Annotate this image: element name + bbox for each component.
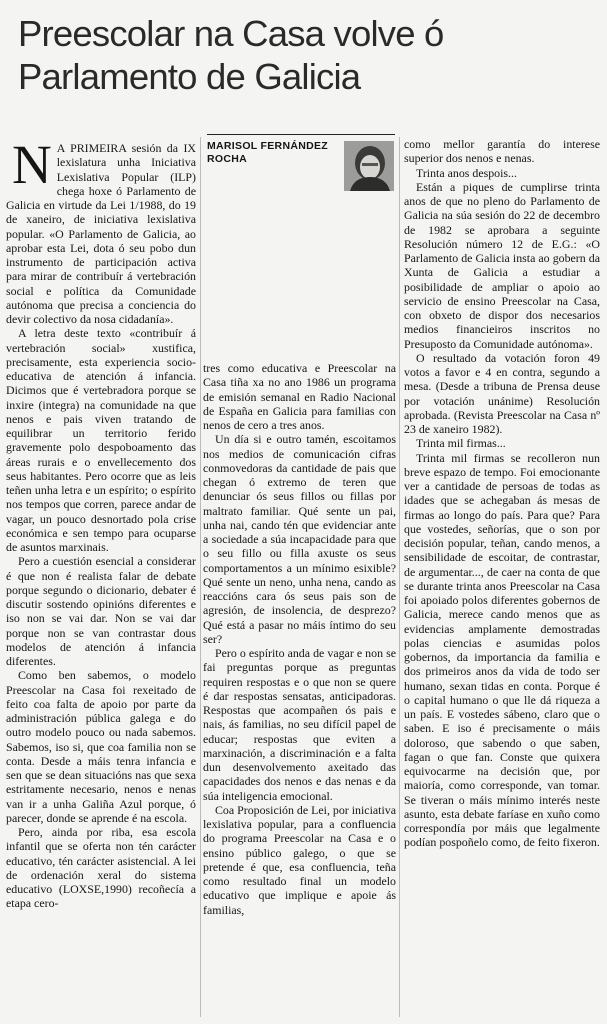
article-column-2	[203, 361, 396, 917]
paragraph: como mellor garantía do interese superior dos nenos e nenas.	[404, 137, 600, 166]
drop-cap: N	[12, 134, 52, 195]
paragraph: A PRIMEIRA sesión da IX lexislatura unha Iniciativa Lexislativa Popular (ILP) chega hoxe ó Parlamento de Galicia en virtude da Lei 1/1988, do 19 de xaneiro, de iniciativa lexislativa popular. «O Parlamento de Galicia, ao aprobar esta Lei, dota ó seu pobo dun instrumento de participación activa para mirar de contribuír á vertebración social e política da Comunidade autónoma que precisa a conciencia do devir colectivo da nosa cidadanía».	[6, 141, 196, 326]
subheading: Trinta anos despois...	[416, 165, 517, 180]
paragraph: Un día si e outro tamén, escoitamos nos medios de comunicación cifras conmovedoras da cantidade de pais que chegan ó extremo de teren que denunciar ós seus fillos ou fillas por maltrato familiar. Qué sente un pai, unha nai, cando tén que evidenciar ante a sociedade a súa incapacidade para que o seu fillo ou filla axuste os seus comportamentos a un mínimo esixible? Qué sente un neno, unha nena, cando as reaccións cara ós seus pais son de agresión, de insolencia, de desprezo? Qué está a pasar no máis íntimo do seu ser?	[203, 432, 396, 646]
paragraph: Pero o espírito anda de vagar e non se fai preguntas porque as preguntas requiren respostas e o que non se quere é dar respostas sensatas, anticipadoras. Respostas que acompañen ós pais e nais, ás familias, no seu difícil papel de educar; respostas que eviten a marxinación, a discriminación e a falta dun desenvolvemento axeitado das capacidades dos nenos e das nenas e da súa inteligencia emocional.	[203, 646, 396, 803]
column-divider	[200, 137, 201, 1017]
paragraph: A letra deste texto «contribuír á vertebración social» xustifica, precisamente, esta experiencia socio-educativa de atención á infancia. Dicimos que é vertebradora porque se inxire (integra) na comunidade na que nenos e pais viven tratando de equilibrar un territorio ferido gravemente polo despoboamento das áreas rurais e o envellecemento dos seus habitantes. Pero ocorre que as leis teñen unha letra e un espírito; o espírito nos tempos que corren, parece andar de vagar, un pouco desnortado pola crise económica e sen tempo para ocuparse de asuntos marxinais.	[6, 326, 196, 554]
paragraph: Coa Proposición de Lei, por iniciativa lexislativa popular, para a confluencia do programa Preescolar na Casa e o ensino público galego, o que se pretende é que, esa confluencia, teña como resultado final un modelo educativo que implique e apoie ás familias,	[203, 802, 396, 917]
article-column-3	[404, 137, 600, 850]
author-portrait-icon	[344, 141, 394, 191]
paragraph: tres como educativa e Preescolar na Casa tiña xa no ano 1986 un programa de emisión semanal en Radio Nacional de España en Galicia para familias con nenos de cero a tres anos.	[203, 361, 396, 432]
paragraph: Pero a cuestión esencial a considerar é que non é realista falar de debate porque segundo o dicionario, debater é discutir sostendo opinións diferentes e iso non se vai dar. Non se vai dar porque non se van contrastar dous modelos de atención á infancia diferentes.	[6, 554, 196, 668]
headline-line1: Preescolar na Casa volve ó	[18, 13, 444, 54]
headline-line2: Parlamento de Galicia	[18, 56, 361, 97]
paragraph: Están a piques de cumplirse trinta anos de que no pleno do Parlamento de Galicia na súa sesión do 22 de decembro de 1982 se aprobara a seguinte Resolución número 12 de E.G.: «O Parlamento de Galicia insta ao gobern da Xunta de Galicia a estudiar a posibilidade de ampliar o apoio ao servicio de ensino Preescolar na Casa, con obxeto de dispor dos necesarios medios financieiros inscritos no Presuposto da Comunidade autónoma».	[404, 179, 600, 351]
paragraph: O resultado da votación foron 49 votos a favor e 4 en contra, segundo a mesa. (Desde a tribuna de Prensa deuse por votación unánime) Resolución aprobada. (Revista Preescolar na Casa nº 23 de xaneiro 1982).	[404, 350, 600, 436]
article-column-1	[6, 134, 196, 911]
headline	[18, 12, 598, 98]
subheading: Trinta mil firmas...	[416, 436, 506, 451]
author-name-line2: ROCHA	[207, 153, 247, 165]
paragraph: Como ben sabemos, o modelo Preescolar na Casa foi rexeitado de feito coa falta de apoio por parte da administración pública galega e do outro modelo pouco ou nada sabemos. Sabemos, iso si, que coa familia non se conta. Desde a máis tenra infancia e sen que se dean situacións nas que sexa estritamente necesario, nenos e nenas van ir a unha Galiña Azul porque, ó parecer, donde se aprende é na escola.	[6, 668, 196, 825]
paragraph: Pero, ainda por riba, esa escola infantil que se oferta non tén carácter educativo, tén carácter asistencial. A lei de ordenación xeral do sistema educativo (LOXSE,1990) recoñecía a etapa cero-	[6, 825, 196, 911]
author-name-line1: MARISOL FERNÁNDEZ	[207, 140, 328, 152]
paragraph: Trinta mil firmas se recolleron nun breve espazo de tempo. Foi emocionante ver a cantidade de persoas de todas as idades que se achegaban ás mesas de firmas ao longo do país. Para que? Para que vostedes, señorías, que o son por decisión popular, teñan, cando menos, a sensibilidade de escoitar, de contrastar, de argumentar..., de caer na conta de que se durante trinta anos Preescolar na Casa foi apoiado polos diferentes gobernos de Galicia, merece cando menos que as evidencias amplamente demostradas polas ciencias e asumidas polos gobernos, da importancia da familia e dos primeiros anos da vida de todo ser humano, sexan tidas en conta. Porque é o capital humano o que lle dá riqueza a un país. E vostedes sábeno, claro que o saben. E iso é precisamente o máis doloroso, que sabendo o que saben, fagan o que fan. Conste que quixera equivocarme na decisión que, por maioría, como corresponde, van tomar. Se tiveran o máis mínimo interés neste asunto, esta debate faríase en xuño como correspondía por máis que legalmente podían pospoñelo como, de feito fixeron.	[404, 450, 600, 850]
byline	[207, 140, 337, 166]
byline-rule	[207, 134, 395, 135]
column-divider	[399, 137, 400, 1017]
